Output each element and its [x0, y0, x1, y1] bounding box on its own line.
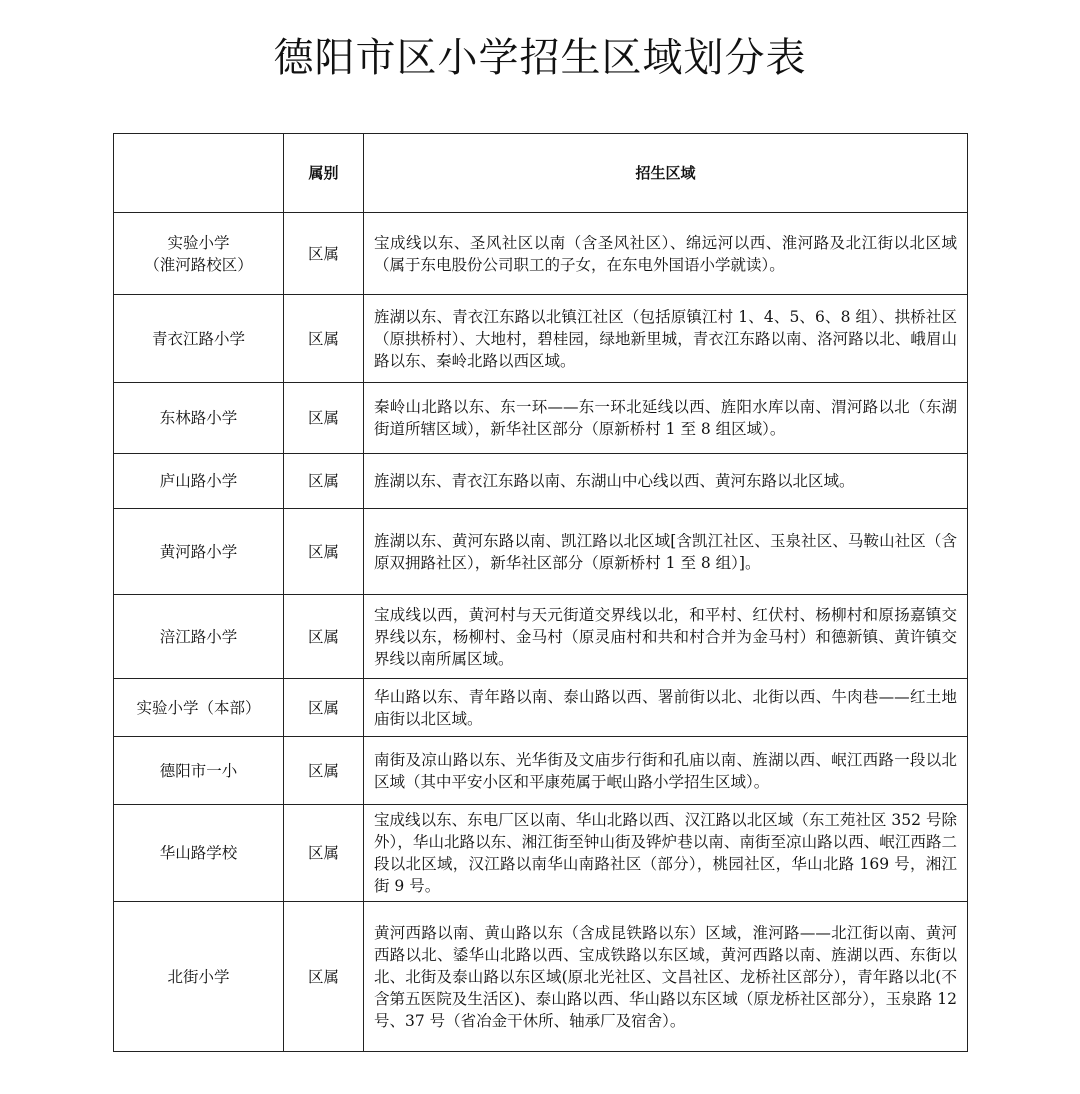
enrollment-area-cell: 宝成线以东、圣风社区以南（含圣风社区）、绵远河以西、淮河路及北江街以北区域（属于东电股份公司职工的子女，在东电外国语小学就读）。	[364, 213, 968, 295]
enrollment-area-cell: 宝成线以西，黄河村与天元街道交界线以北，和平村、红伏村、杨柳村和原扬嘉镇交界线以东，杨柳村、金马村（原灵庙村和共和村合并为金马村）和德新镇、黄许镇交界线以南所属区域。	[364, 595, 968, 679]
school-type-cell: 区属	[284, 509, 364, 595]
school-type-cell: 区属	[284, 595, 364, 679]
school-type-cell: 区属	[284, 454, 364, 509]
page-title: 德阳市区小学招生区域划分表	[273, 35, 807, 81]
school-type-cell: 区属	[284, 679, 364, 737]
school-name-cell	[114, 383, 284, 454]
school-name-cell	[114, 213, 284, 295]
school-name-line: 德阳市一小	[159, 761, 238, 780]
enrollment-area-cell: 秦岭山北路以东、东一环——东一环北延线以西、旌阳水库以南、渭河路以北（东湖街道所辖区域），新华社区部分（原新桥村 1 至 8 组区域）。	[364, 383, 968, 454]
school-name-cell	[114, 737, 284, 805]
school-name-line: 庐山路小学	[159, 472, 238, 490]
header-type: 属别	[284, 134, 364, 213]
school-name-cell	[114, 805, 284, 902]
school-name-line: 东林路小学	[159, 409, 238, 427]
school-name-cell	[114, 902, 284, 1052]
school-name-cell	[114, 595, 284, 679]
table-row	[114, 737, 968, 805]
table-row	[114, 213, 968, 295]
school-type-cell: 区属	[284, 737, 364, 805]
school-type-cell: 区属	[284, 213, 364, 295]
school-name-cell	[114, 454, 284, 509]
school-name-line: 涪江路小学	[159, 627, 238, 646]
table-row	[114, 595, 968, 679]
enrollment-area-cell: 黄河西路以南、黄山路以东（含成昆铁路以东）区域，淮河路——北江街以南、黄河西路以北、鋈华山北路以西、宝成铁路以东区域，黄河西路以南、旌湖以西、东街以北、北街及泰山路以东区域(原北光社区、文昌社区、龙桥社区部分），青年路以北(不含第五医院及生活区)、泰山路以西、华山路以东区域（原龙桥社区部分），玉泉路 12 号、37 号（省冶金干休所、轴承厂及宿舍）。	[364, 902, 968, 1052]
enrollment-area-cell: 南街及凉山路以东、光华街及文庙步行街和孔庙以南、旌湖以西、岷江西路一段以北区域（其中平安小区和平康苑属于岷山路小学招生区域）。	[364, 737, 968, 805]
school-type-cell: 区属	[284, 902, 364, 1052]
school-name-line: 北街小学	[167, 967, 230, 986]
table-row	[114, 454, 968, 509]
school-name-line: （淮河路校区）	[144, 255, 253, 274]
school-name-line: 华山路学校	[159, 844, 238, 862]
header-school	[114, 134, 284, 213]
table-row	[114, 902, 968, 1052]
table-row	[114, 805, 968, 902]
enrollment-area-cell: 旌湖以东、青衣江东路以北镇江社区（包括原镇江村 1、4、5、6、8 组）、拱桥社区（原拱桥村）、大地村，碧桂园，绿地新里城，青衣江东路以南、洛河路以北、峨眉山路以东、秦岭北路以西区域。	[364, 295, 968, 383]
enrollment-area-cell: 宝成线以东、东电厂区以南、华山北路以西、汉江路以北区域（东工苑社区 352 号除外），华山北路以东、湘江街至钟山街及铧炉巷以南、南街至凉山路以西、岷江西路二段以北区域，汉江路以南华山南路社区（部分），桃园社区，华山北路 169 号，湘江街 9 号。	[364, 805, 968, 902]
table-row	[114, 509, 968, 595]
school-type-cell: 区属	[284, 295, 364, 383]
school-name-line: 实验小学	[167, 233, 230, 252]
enrollment-area-cell: 旌湖以东、黄河东路以南、凯江路以北区域[含凯江社区、玉泉社区、马鞍山社区（含原双拥路社区），新华社区部分（原新桥村 1 至 8 组）]。	[364, 509, 968, 595]
school-type-cell: 区属	[284, 383, 364, 454]
school-name-cell	[114, 679, 284, 737]
school-name-line: 实验小学（本部）	[136, 698, 261, 717]
table-row	[114, 679, 968, 737]
table-row	[114, 295, 968, 383]
school-name-line: 黄河路小学	[159, 542, 238, 561]
school-name-cell	[114, 295, 284, 383]
enrollment-area-cell: 华山路以东、青年路以南、泰山路以西、署前街以北、北街以西、牛肉巷——红土地庙街以北区域。	[364, 679, 968, 737]
enrollment-zone-table	[113, 133, 968, 1052]
school-type-cell: 区属	[284, 805, 364, 902]
table-row	[114, 383, 968, 454]
table-header-row	[114, 134, 968, 213]
enrollment-area-cell: 旌湖以东、青衣江东路以南、东湖山中心线以西、黄河东路以北区域。	[364, 454, 968, 509]
school-name-cell	[114, 509, 284, 595]
header-area: 招生区域	[364, 134, 968, 213]
school-name-line: 青衣江路小学	[151, 329, 245, 348]
